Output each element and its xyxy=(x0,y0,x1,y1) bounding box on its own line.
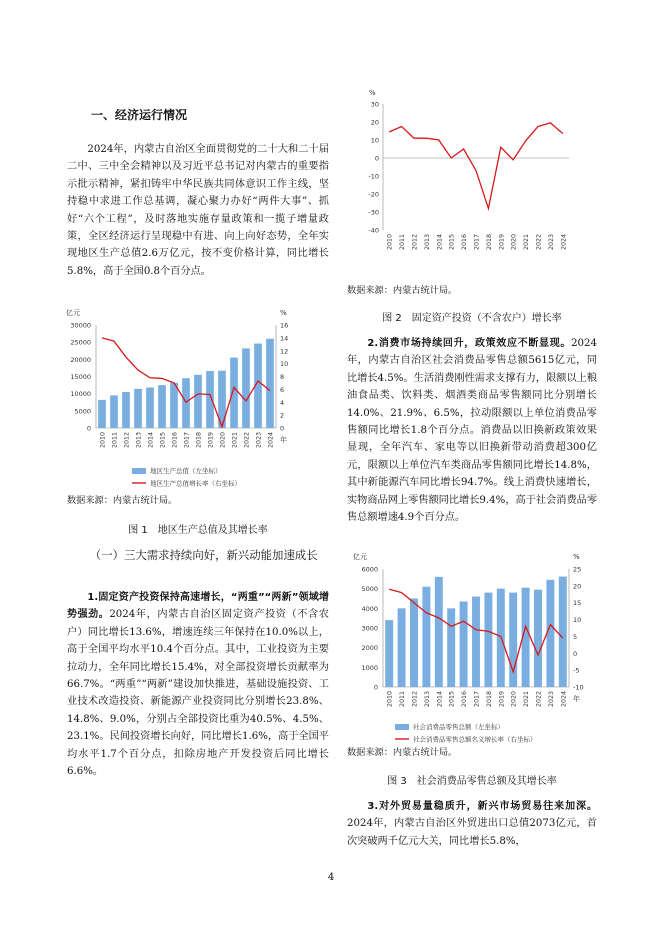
bar xyxy=(546,580,554,687)
right-tick-label: 14 xyxy=(280,334,289,343)
right-tick-label: 0 xyxy=(573,649,578,658)
x-tick-label: 2022 xyxy=(535,691,543,708)
left-tick-label: 30000 xyxy=(70,321,91,330)
x-tick-label: 2018 xyxy=(485,691,493,708)
trade-lead: 3.对外贸易量稳质升，新兴市场贸易往来加深。 xyxy=(367,801,597,812)
investment-body: 2024年，内蒙古自治区固定资产投资（不含农户）同比增长13.6%，增速连续三年保持在10.0%以上，高于全国平均水平10.4个百分点。其中，工业投资为主要拉动力，全年同比增长15.4%，对全部投资增长贡献率为66.7%。“两重”“两新”建设加快推进，基础设施投资、工业技术改造投资、新能源产业投资同比分别增长23.8%、14.8%、9.0%，分别占全部投资比重为40.5%、4.5%、23.1%。民间投资增长向好，同比增长1.6%，高于全国平均水平1.7个百分点，扣除房地产开发投资后同比增长6.6%。 xyxy=(67,609,329,778)
x-tick-label: 2010 xyxy=(99,432,107,449)
x-tick-label: 2013 xyxy=(423,691,431,708)
figure-2-source: 数据来源：内蒙古统计局。 xyxy=(347,285,458,296)
right-tick-label: 0 xyxy=(280,424,285,433)
bar xyxy=(230,358,238,428)
x-tick-label: 2016 xyxy=(461,691,469,708)
bar xyxy=(460,601,468,687)
right-tick-label: 16 xyxy=(280,321,289,330)
bar xyxy=(158,385,166,428)
x-tick-label: 2013 xyxy=(423,234,431,251)
figure-2-chart xyxy=(347,84,597,274)
x-tick-label: 2024 xyxy=(560,691,568,708)
left-tick-label: 20000 xyxy=(70,355,91,364)
x-tick-label: 2017 xyxy=(473,234,481,251)
x-tick-label: 2014 xyxy=(436,234,444,251)
growth-line xyxy=(389,123,563,208)
section-heading: 一、经济运行情况 xyxy=(91,108,188,122)
x-tick-label: 2019 xyxy=(498,691,506,708)
x-unit-label: 年 xyxy=(573,695,580,703)
right-tick-label: 10 xyxy=(573,616,582,625)
consumption-lead: 2.消费市场持续回升，政策效应不断显现。 xyxy=(367,338,572,349)
right-tick-label: 5 xyxy=(573,632,578,641)
right-tick-label: 6 xyxy=(280,385,285,394)
subheading-three-demands: （一）三大需求持续向好，新兴动能加速成长 xyxy=(89,548,318,562)
bar xyxy=(182,378,190,428)
left-tick-label: 2000 xyxy=(361,644,378,653)
x-tick-label: 2021 xyxy=(523,234,531,251)
bar xyxy=(398,608,406,687)
x-tick-label: 2023 xyxy=(255,432,263,449)
bar xyxy=(484,593,492,687)
legend-bar-label: 社会消费品零售总额（左坐标） xyxy=(413,723,504,731)
x-tick-label: 2014 xyxy=(436,691,444,708)
bar xyxy=(170,383,178,428)
trade-paragraph xyxy=(347,798,597,850)
figure-3-source: 数据来源：内蒙古统计局。 xyxy=(347,747,458,758)
intro-paragraph: 2024年，内蒙古自治区全面贯彻党的二十大和二十届二中、三中全会精神以及习近平总书记对内蒙古的重要指示批示精神，紧扣铸牢中华民族共同体意识工作主线，坚持稳中求进工作总基调，凝心聚力办好“两件大事”、抓好“六个工程”，及时落地实施存量政策和一揽子增量政策，全区经济运行呈现稳中有进、向上向好态势，全年实现地区生产总值2.6万亿元，按不变价格计算，同比增长5.8%，高于全国0.8个百分点。 xyxy=(67,144,329,277)
left-tick-label: 1000 xyxy=(361,663,378,672)
figure-3-chart xyxy=(347,551,597,747)
x-tick-label: 2015 xyxy=(448,691,456,708)
y-tick-label: 30 xyxy=(370,100,379,109)
x-tick-label: 2023 xyxy=(547,691,555,708)
bar xyxy=(146,387,154,428)
x-tick-label: 2020 xyxy=(510,234,518,251)
x-tick-label: 2019 xyxy=(498,234,506,251)
legend-line-label: 社会消费品零售总额名义增长率（右坐标） xyxy=(413,735,537,744)
bar xyxy=(410,599,418,688)
legend-bar-swatch xyxy=(395,724,409,730)
x-tick-label: 2018 xyxy=(485,234,493,251)
x-tick-label: 2013 xyxy=(135,432,143,449)
bar xyxy=(194,375,202,428)
right-tick-label: 2 xyxy=(280,411,285,420)
figure-1-caption: 图 1 地区生产总值及其增长率 xyxy=(128,525,268,536)
x-tick-label: 2012 xyxy=(123,432,131,449)
y-tick-label: -30 xyxy=(368,208,379,217)
x-tick-label: 2015 xyxy=(159,432,167,449)
left-tick-label: 10000 xyxy=(70,390,91,399)
y-tick-label: -40 xyxy=(368,226,379,235)
x-tick-label: 2017 xyxy=(473,691,481,708)
left-tick-label: 0 xyxy=(86,424,91,433)
legend-line-label: 地区生产总值增长率（右坐标） xyxy=(150,479,241,488)
y-tick-label: 0 xyxy=(374,154,379,163)
bar xyxy=(559,577,567,687)
right-unit-label: % xyxy=(573,553,580,561)
bar xyxy=(98,400,106,428)
bar xyxy=(472,597,480,687)
left-tick-label: 15000 xyxy=(70,373,91,381)
x-tick-label: 2010 xyxy=(386,234,394,251)
investment-paragraph xyxy=(67,589,329,780)
x-tick-label: 2015 xyxy=(448,234,456,251)
y-tick-label: -10 xyxy=(368,172,379,181)
bar xyxy=(122,392,130,428)
x-tick-label: 2023 xyxy=(547,234,555,251)
x-tick-label: 2020 xyxy=(510,691,518,708)
y-unit-label: % xyxy=(369,89,376,97)
x-tick-label: 2012 xyxy=(411,691,419,708)
bar xyxy=(110,395,118,428)
left-unit-label: 亿元 xyxy=(353,553,367,561)
y-tick-label: 20 xyxy=(370,118,379,127)
x-tick-label: 2018 xyxy=(195,432,203,449)
page-number: 4 xyxy=(327,872,335,883)
left-tick-label: 0 xyxy=(373,683,378,692)
left-tick-label: 25000 xyxy=(70,338,91,347)
left-unit-label: 亿元 xyxy=(66,309,80,317)
bar xyxy=(385,620,393,687)
right-tick-label: 10 xyxy=(280,360,289,369)
y-tick-label: 10 xyxy=(370,136,379,145)
x-unit-label: 年 xyxy=(280,436,287,444)
x-tick-label: 2016 xyxy=(171,432,179,449)
x-tick-label: 2011 xyxy=(399,234,407,251)
x-tick-label: 2021 xyxy=(523,691,531,708)
left-tick-label: 5000 xyxy=(361,585,378,594)
y-tick-label: -20 xyxy=(368,190,379,199)
left-tick-label: 4000 xyxy=(361,604,378,613)
bar xyxy=(206,371,214,428)
consumption-paragraph xyxy=(347,335,597,526)
bar xyxy=(134,389,142,428)
bar xyxy=(266,339,274,428)
x-tick-label: 2021 xyxy=(231,432,239,449)
x-tick-label: 2024 xyxy=(560,234,568,251)
consumption-body: 2024年，内蒙古自治区社会消费品零售总额5615亿元，同比增长4.5%。生活消费刚性需求支撑有力，限额以上粮油食品类、饮料类、烟酒类商品零售额同比分别增长14.0%、21.9%、6.5%，拉动限额以上单位消费品零售额同比增长1.8个百分点。消费品以旧换新政策效果显现，全年汽车、家电等以旧换新带动消费超300亿元，限额以上单位汽车类商品零售额同比增长14.8%，其中新能源汽车同比增长94.7%。线上消费快速增长，实物商品网上零售额同比增长9.4%，高于社会消费品零售总额增速4.9个百分点。 xyxy=(347,338,598,524)
x-tick-label: 2022 xyxy=(243,432,251,449)
right-tick-label: -5 xyxy=(573,666,580,675)
trade-body: 2024年，内蒙古自治区外贸进出口总值2073亿元，首次突破两千亿元大关，同比增长5.8%， xyxy=(347,818,597,847)
left-tick-label: 6000 xyxy=(361,565,378,574)
legend-bar-swatch xyxy=(132,468,146,474)
right-unit-label: % xyxy=(280,309,287,317)
figure-3-caption: 图 3 社会消费品零售总额及其增长率 xyxy=(387,776,557,787)
x-tick-label: 2014 xyxy=(147,432,155,449)
bar xyxy=(435,577,443,687)
right-tick-label: 15 xyxy=(573,599,582,608)
right-tick-label: 25 xyxy=(573,565,582,574)
x-tick-label: 2019 xyxy=(207,432,215,449)
bar xyxy=(422,587,430,687)
investment-lead: 1.固定资产投资保持高速增长，“两重”“两新”领域增势强劲。 xyxy=(67,592,329,621)
bar xyxy=(242,348,250,428)
x-tick-label: 2024 xyxy=(267,432,275,449)
x-tick-label: 2022 xyxy=(535,234,543,251)
right-tick-label: -10 xyxy=(573,683,584,692)
right-tick-label: 4 xyxy=(280,398,285,407)
x-tick-label: 2011 xyxy=(111,432,119,449)
right-tick-label: 20 xyxy=(573,582,582,591)
bar xyxy=(534,590,542,687)
x-tick-label: 2020 xyxy=(219,432,227,449)
x-tick-label: 2017 xyxy=(183,432,191,449)
x-tick-label: 2011 xyxy=(399,691,407,708)
right-tick-label: 12 xyxy=(280,347,289,356)
left-tick-label: 5000 xyxy=(74,407,91,416)
figure-1-chart xyxy=(60,307,322,497)
figure-2-caption: 图 2 固定资产投资（不含农户）增长率 xyxy=(382,313,562,324)
right-tick-label: 8 xyxy=(280,373,285,381)
legend-bar-label: 地区生产总值（左坐标） xyxy=(150,467,222,475)
x-tick-label: 2012 xyxy=(411,234,419,251)
x-tick-label: 2016 xyxy=(461,234,469,251)
x-tick-label: 2010 xyxy=(386,691,394,708)
bar xyxy=(447,608,455,687)
left-tick-label: 3000 xyxy=(361,624,378,633)
figure-1-source: 数据来源：内蒙古统计局。 xyxy=(67,495,178,506)
